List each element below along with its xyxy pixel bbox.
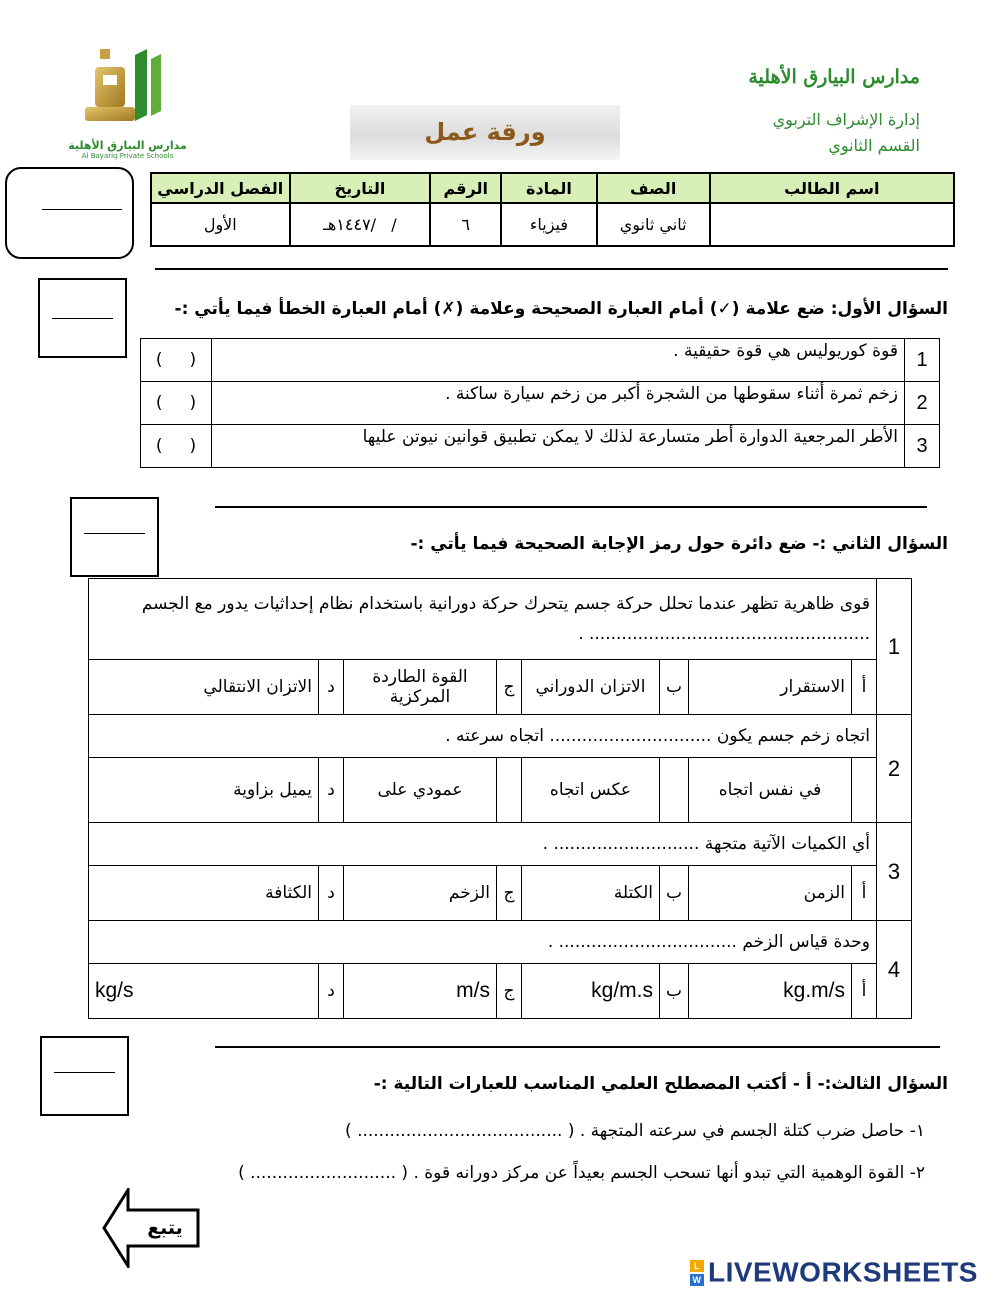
option-a[interactable]: الاستقرار: [689, 660, 852, 715]
option-b[interactable]: kg/m.s: [521, 964, 659, 1019]
brand-text: LIVEWORKSHEETS: [708, 1256, 978, 1288]
option-letter: د: [318, 758, 343, 823]
logo-text-en: Al Bayariq Private Schools: [81, 152, 174, 160]
answer-field[interactable]: ( ): [141, 382, 212, 425]
option-a[interactable]: الزمن: [689, 866, 852, 921]
logo-text: مدارس البيارق الأهلية: [68, 139, 187, 152]
header-subject: المادة: [501, 173, 597, 203]
statement: الأطر المرجعية الدوارة أطر متسارعة لذلك لا يمكن تطبيق قوانين نيوتن عليها: [212, 425, 905, 468]
date-value: / /١٤٤٧هـ: [290, 203, 431, 246]
option-letter: [659, 758, 688, 823]
item-number: 3: [905, 425, 940, 468]
header-number: الرقم: [430, 173, 501, 203]
option-letter: د: [318, 964, 343, 1019]
option-letter: ج: [496, 964, 521, 1019]
department: إدارة الإشراف التربوي: [772, 110, 920, 129]
q1-table: [140, 338, 940, 468]
option-b[interactable]: الاتزان الدوراني: [521, 660, 659, 715]
logo-emblem-icon: [55, 45, 200, 135]
option-a[interactable]: kg.m/s: [689, 964, 852, 1019]
continue-arrow[interactable]: [102, 1188, 202, 1268]
subject-value: فيزياء: [501, 203, 597, 246]
q3-line-2[interactable]: ٢- القوة الوهمية التي تبدو أنها تسحب الجسم بعيداً عن مركز دورانه قوة . ( ........................... ): [238, 1163, 925, 1183]
continue-label: يتبع: [147, 1217, 183, 1239]
item-number: 4: [877, 921, 912, 1019]
answer-field[interactable]: ( ): [141, 425, 212, 468]
option-b[interactable]: الكتلة: [521, 866, 659, 921]
header-semester: الفصل الدراسي: [151, 173, 290, 203]
school-name: مدارس البيارق الأهلية: [748, 66, 920, 88]
divider: [155, 268, 948, 270]
q3-line-1[interactable]: ١- حاصل ضرب كتلة الجسم في سرعته المتجهة . ( ...................................... ): [345, 1121, 925, 1141]
school-logo: [55, 45, 200, 165]
semester-value: الأول: [151, 203, 290, 246]
q2-score-box[interactable]: [70, 497, 159, 577]
option-letter: أ: [852, 964, 877, 1019]
item-number: 1: [905, 339, 940, 382]
option-d[interactable]: kg/s: [89, 964, 319, 1019]
option-c[interactable]: m/s: [343, 964, 496, 1019]
statement: زخم ثمرة أثناء سقوطها من الشجرة أكبر من زخم سيارة ساكنة .: [212, 382, 905, 425]
section: القسم الثانوي: [828, 136, 920, 155]
question-stem: اتجاه زخم جسم يكون .............................. اتجاه سرعته .: [89, 715, 877, 758]
answer-field[interactable]: ( ): [141, 339, 212, 382]
item-number: 2: [905, 382, 940, 425]
table-row: [141, 425, 940, 468]
question-stem: وحدة قياس الزخم ................................. .: [89, 921, 877, 964]
q2-title: السؤال الثاني :- ضع دائرة حول رمز الإجابة الصحيحة فيما يأتي :-: [410, 534, 948, 554]
table-row: [141, 382, 940, 425]
item-number: 2: [877, 715, 912, 823]
option-letter: ب: [659, 660, 688, 715]
option-d[interactable]: يميل بزاوية: [89, 758, 319, 823]
total-score-box[interactable]: [5, 167, 134, 259]
q2-table: [88, 578, 912, 1019]
option-letter: د: [318, 660, 343, 715]
badge-l: L: [690, 1260, 704, 1272]
brand-badge-icon: [690, 1260, 704, 1286]
option-c[interactable]: عمودي على: [343, 758, 496, 823]
header-date: التاريخ: [290, 173, 431, 203]
option-c[interactable]: القوة الطاردة المركزية: [343, 660, 496, 715]
header-student-name: اسم الطالب: [710, 173, 954, 203]
grade-value: ثاني ثانوي: [597, 203, 710, 246]
option-d[interactable]: الاتزان الانتقالي: [89, 660, 319, 715]
item-number: 3: [877, 823, 912, 921]
q1-score-box[interactable]: [38, 278, 127, 358]
page-title: ورقة عمل: [350, 105, 620, 160]
divider: [215, 1046, 940, 1048]
question-stem: قوى ظاهرية تظهر عندما تحلل حركة جسم يتحرك حركة دورانية باستخدام نظام إحداثيات يدور مع الجسم .................................................... .: [89, 579, 877, 660]
q3-score-box[interactable]: [40, 1036, 129, 1116]
question-stem: أي الكميات الآتية متجهة ........................... .: [89, 823, 877, 866]
option-letter: ب: [659, 866, 688, 921]
item-number: 1: [877, 579, 912, 715]
option-b[interactable]: عكس اتجاه: [521, 758, 659, 823]
liveworksheets-brand: [690, 1255, 978, 1289]
student-name-field[interactable]: [710, 203, 954, 246]
option-d[interactable]: الكثافة: [89, 866, 319, 921]
option-letter: [496, 758, 521, 823]
student-info-table: [150, 172, 955, 247]
q3-title: السؤال الثالث:- أ - أكتب المصطلح العلمي المناسب للعبارات التالية :-: [373, 1074, 948, 1094]
option-letter: [852, 758, 877, 823]
option-letter: ج: [496, 660, 521, 715]
option-letter: ج: [496, 866, 521, 921]
option-letter: أ: [852, 866, 877, 921]
table-row: [141, 339, 940, 382]
option-letter: د: [318, 866, 343, 921]
header-grade: الصف: [597, 173, 710, 203]
option-letter: ب: [659, 964, 688, 1019]
q1-title: السؤال الأول: ضع علامة (✓) أمام العبارة الصحيحة وعلامة (✗) أمام العبارة الخطأ فيما يأتي :-: [174, 299, 948, 319]
statement: قوة كوريوليس هي قوة حقيقية .: [212, 339, 905, 382]
option-c[interactable]: الزخم: [343, 866, 496, 921]
number-value: ٦: [430, 203, 501, 246]
option-letter: أ: [852, 660, 877, 715]
badge-w: W: [690, 1274, 704, 1286]
divider: [215, 506, 927, 508]
option-a[interactable]: في نفس اتجاه: [689, 758, 852, 823]
